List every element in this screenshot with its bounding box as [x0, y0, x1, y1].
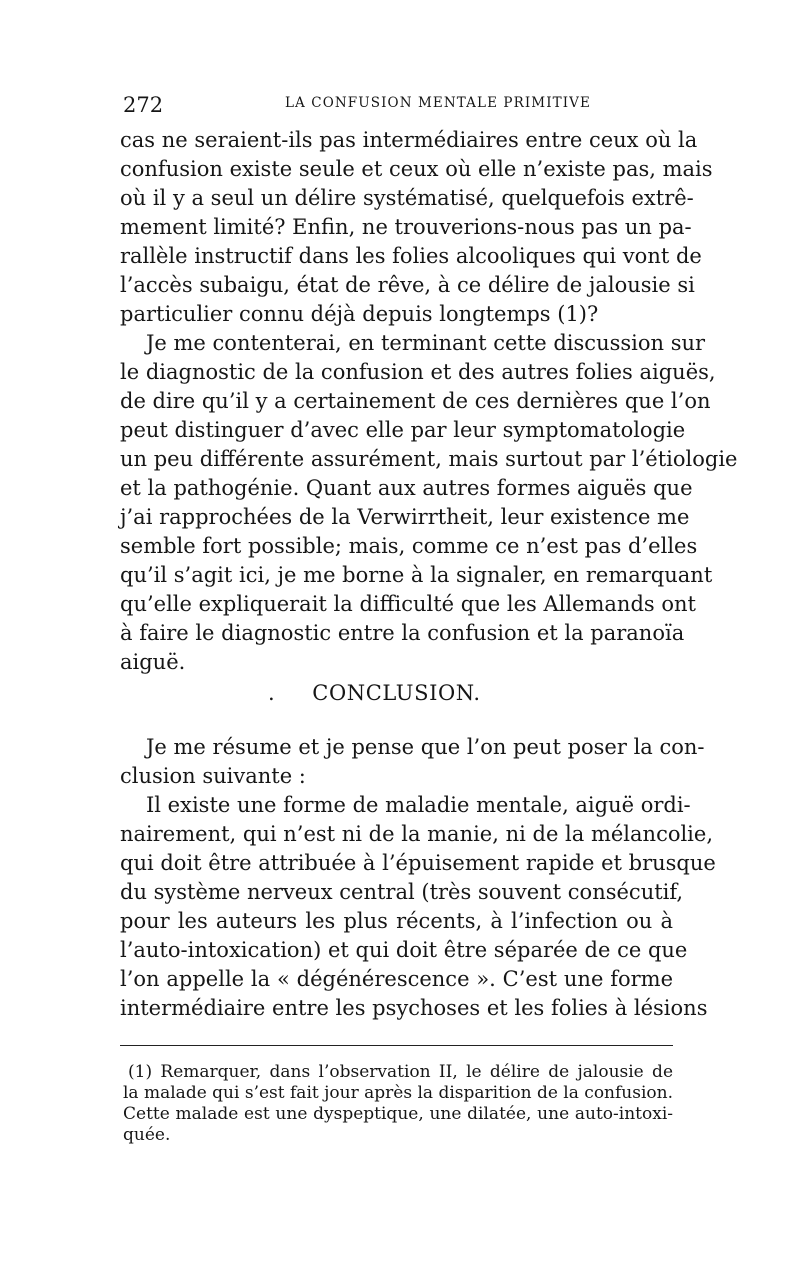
text-line: et la pathogénie. Quant aux autres formes aiguës que [120, 476, 693, 500]
text-line: l’auto-intoxication) et qui doit être séparée de ce que [120, 938, 688, 962]
footnote-line: Cette malade est une dyspeptique, une dilatée, une auto-intoxi- [123, 1104, 673, 1124]
running-title: LA CONFUSION MENTALE PRIMITIVE [284, 95, 591, 111]
text-line: peut distinguer d’avec elle par leur symptomatologie [120, 418, 686, 442]
footnote-line: la malade qui s’est fait jour après la disparition de la confusion. [123, 1083, 673, 1103]
text-line: cas ne seraient-ils pas intermédiaires entre ceux où la [120, 128, 698, 152]
text-line: nairement, qui n’est ni de la manie, ni de la mélancolie, [120, 822, 714, 846]
text-line: un peu différente assurément, mais surtout par l’étiologie [120, 447, 738, 471]
text-line: aiguë. [120, 650, 186, 674]
page-number: 272 [123, 93, 164, 117]
text-line: particulier connu déjà depuis longtemps (1)? [120, 302, 599, 326]
text-line: l’accès subaigu, état de rêve, à ce délire de jalousie si [120, 273, 695, 297]
text-line: pour les auteurs les plus récents, à l’infection ou à [120, 909, 673, 933]
page-header [123, 92, 673, 118]
footnote-rule [120, 1045, 673, 1046]
text-line: Je me résume et je pense que l’on peut poser la con- [146, 735, 705, 759]
text-line: mement limité? Enfin, ne trouverions-nous pas un pa- [120, 215, 692, 239]
text-line: à faire le diagnostic entre la confusion et la paranoïa [120, 621, 685, 645]
footnote-line: (1) Remarquer, dans l’observation II, le délire de jalousie de [128, 1062, 673, 1082]
text-line: où il y a seul un délire systématisé, quelquefois extrê- [120, 186, 694, 210]
text-line: semble fort possible; mais, comme ce n’est pas d’elles [120, 534, 698, 558]
text-line: qu’il s’agit ici, je me borne à la signaler, en remarquant [120, 563, 713, 587]
text-line: confusion existe seule et ceux où elle n’existe pas, mais [120, 157, 713, 181]
text-line: clusion suivante : [120, 764, 306, 788]
section-heading-text: CONCLUSION. [312, 681, 481, 705]
footnote-line: quée. [123, 1125, 171, 1145]
section-heading [120, 679, 673, 707]
text-line: l’on appelle la « dégénérescence ». C’est une forme [120, 967, 673, 991]
text-line: qu’elle expliquerait la difficulté que les Allemands ont [120, 592, 696, 616]
heading-bullet: . [268, 681, 276, 705]
text-line: Il existe une forme de maladie mentale, aiguë ordi- [146, 793, 691, 817]
text-line: Je me contenterai, en terminant cette discussion sur [146, 331, 706, 355]
text-line: de dire qu’il y a certainement de ces dernières que l’on [120, 389, 711, 413]
text-line: intermédiaire entre les psychoses et les folies à lésions [120, 996, 708, 1020]
text-line: rallèle instructif dans les folies alcooliques qui vont de [120, 244, 702, 268]
text-line: du système nerveux central (très souvent consécutif, [120, 880, 684, 904]
text-line: j’ai rapprochées de la Verwirrtheit, leur existence me [120, 505, 690, 529]
text-line: le diagnostic de la confusion et des autres folies aiguës, [120, 360, 716, 384]
text-line: qui doit être attribuée à l’épuisement rapide et brusque [120, 851, 716, 875]
